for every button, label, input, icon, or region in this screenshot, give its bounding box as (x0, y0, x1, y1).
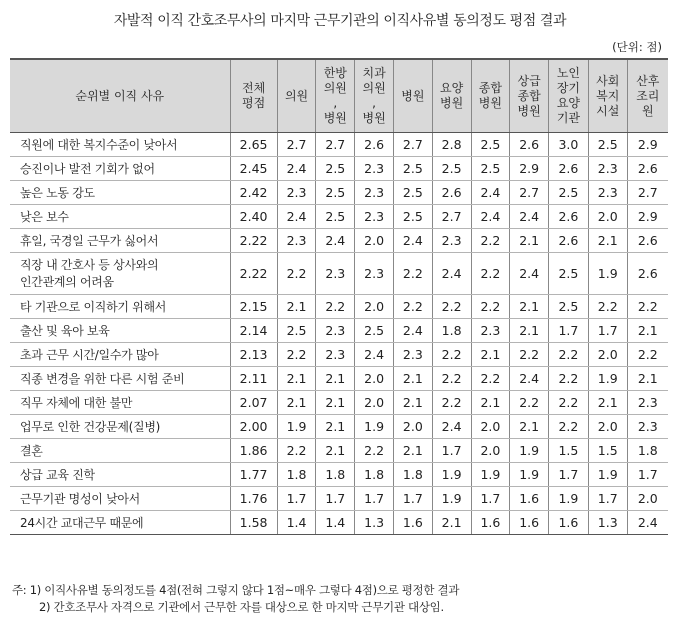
score-cell: 1.76 (230, 487, 277, 511)
score-cell: 1.7 (432, 439, 471, 463)
score-cell: 2.1 (432, 511, 471, 535)
score-cell: 1.7 (627, 463, 668, 487)
score-cell: 1.3 (355, 511, 394, 535)
score-cell: 2.0 (355, 229, 394, 253)
table-row (10, 487, 668, 511)
column-header-line: 병원 (517, 103, 541, 118)
score-cell: 1.4 (316, 511, 355, 535)
score-cell: 2.3 (432, 229, 471, 253)
score-cell: 2.0 (355, 391, 394, 415)
score-cell: 2.1 (510, 295, 549, 319)
score-cell: 2.5 (432, 157, 471, 181)
score-cell: 2.3 (355, 205, 394, 229)
reason-cell (10, 415, 230, 439)
score-cell: 1.9 (588, 253, 627, 295)
score-cell: 2.0 (471, 439, 510, 463)
reason-cell (10, 487, 230, 511)
score-cell: 2.2 (432, 343, 471, 367)
reason-cell (10, 511, 230, 535)
score-cell: 2.5 (316, 205, 355, 229)
column-header-line: 장기 (556, 81, 581, 95)
score-cell: 2.2 (471, 367, 510, 391)
score-cell: 2.14 (230, 319, 277, 343)
score-cell: 2.3 (277, 181, 316, 205)
column-header (588, 59, 627, 133)
table-row (10, 439, 668, 463)
score-cell: 2.3 (627, 415, 668, 439)
reason-cell (10, 463, 230, 487)
score-cell: 2.4 (510, 205, 549, 229)
score-cell: 2.3 (316, 253, 355, 295)
score-cell: 1.7 (393, 487, 432, 511)
score-cell: 2.1 (393, 367, 432, 391)
score-cell: 2.0 (588, 415, 627, 439)
score-cell: 2.3 (316, 319, 355, 343)
table-row (10, 463, 668, 487)
score-cell: 2.6 (627, 229, 668, 253)
table-row (10, 133, 668, 157)
score-cell: 2.4 (510, 253, 549, 295)
score-cell: 2.0 (627, 487, 668, 511)
score-cell: 1.7 (588, 487, 627, 511)
table-row (10, 367, 668, 391)
page-title: 자발적 이직 간호조무사의 마지막 근무기관의 이직사유별 동의정도 평점 결과 (113, 13, 567, 29)
score-cell: 1.7 (471, 487, 510, 511)
column-header-line: 병원 (401, 88, 425, 103)
score-cell: 2.45 (230, 157, 277, 181)
score-cell: 3.0 (549, 133, 589, 157)
score-cell: 2.2 (510, 391, 549, 415)
score-cell: 1.9 (277, 415, 316, 439)
score-cell: 2.2 (510, 343, 549, 367)
score-cell: 2.6 (432, 181, 471, 205)
score-cell: 2.5 (471, 157, 510, 181)
score-cell: 2.2 (627, 343, 668, 367)
score-cell: 1.8 (316, 463, 355, 487)
column-header (277, 59, 316, 133)
column-header-line: , (372, 96, 376, 110)
column-header-line: 요양 (556, 96, 581, 110)
column-header-line: 치과 (362, 66, 386, 80)
column-header-line: 병원 (323, 111, 347, 125)
reason-line: 24시간 교대근무 때문에 (20, 516, 144, 530)
footnotes (12, 582, 459, 616)
column-header-line: 산후 (636, 73, 660, 88)
score-cell: 2.1 (277, 367, 316, 391)
score-cell: 2.6 (355, 133, 394, 157)
score-cell: 2.4 (355, 343, 394, 367)
reason-cell (10, 295, 230, 319)
reason-cell (10, 133, 230, 157)
score-cell: 2.2 (355, 439, 394, 463)
score-cell: 2.1 (393, 391, 432, 415)
table-row (10, 319, 668, 343)
score-cell: 1.8 (393, 463, 432, 487)
column-header-line: 종합 (517, 88, 541, 103)
score-cell: 2.4 (316, 229, 355, 253)
score-cell: 2.0 (355, 295, 394, 319)
column-header (471, 59, 510, 133)
reason-line: 낮은 보수 (20, 210, 69, 224)
score-cell: 2.22 (230, 253, 277, 295)
score-cell: 2.6 (549, 205, 589, 229)
score-cell: 1.7 (549, 319, 589, 343)
footnote-2: 2) 간호조무사 자격으로 기관에서 근무한 자를 대상으로 한 마지막 근무기관 대상임. (39, 600, 444, 614)
column-header (316, 59, 355, 133)
score-cell: 2.11 (230, 367, 277, 391)
reason-cell (10, 181, 230, 205)
reason-cell (10, 343, 230, 367)
score-cell: 2.5 (471, 133, 510, 157)
score-cell: 2.07 (230, 391, 277, 415)
score-cell: 2.3 (588, 157, 627, 181)
score-cell: 2.2 (549, 391, 589, 415)
score-cell: 1.9 (588, 367, 627, 391)
score-cell: 2.2 (432, 367, 471, 391)
score-cell: 2.4 (277, 157, 316, 181)
column-header-line: 순위별 이직 사유 (75, 88, 165, 103)
table-row (10, 511, 668, 535)
reason-line: 근무기관 명성이 낮아서 (20, 492, 140, 506)
score-cell: 2.65 (230, 133, 277, 157)
reason-line: 휴일, 국경일 근무가 싫어서 (20, 234, 159, 248)
score-cell: 2.22 (230, 229, 277, 253)
score-cell: 2.3 (355, 181, 394, 205)
score-cell: 2.5 (393, 157, 432, 181)
score-cell: 1.7 (316, 487, 355, 511)
score-cell: 1.9 (588, 463, 627, 487)
score-cell: 2.1 (316, 439, 355, 463)
score-cell: 2.2 (627, 295, 668, 319)
score-cell: 2.5 (355, 319, 394, 343)
reason-line: 타 기관으로 이직하기 위해서 (20, 300, 167, 314)
score-cell: 2.8 (432, 133, 471, 157)
reason-line: 직무 자체에 대한 불만 (20, 396, 133, 410)
reason-line: 출산 및 육아 보육 (20, 324, 110, 338)
score-cell: 1.7 (355, 487, 394, 511)
score-cell: 2.7 (393, 133, 432, 157)
score-cell: 2.4 (432, 253, 471, 295)
score-cell: 2.1 (277, 295, 316, 319)
score-cell: 2.2 (432, 295, 471, 319)
score-cell: 1.6 (393, 511, 432, 535)
score-cell: 2.6 (627, 157, 668, 181)
score-cell: 2.6 (627, 253, 668, 295)
score-cell: 2.4 (432, 415, 471, 439)
unit-label: (단위: 점) (612, 40, 662, 54)
score-cell: 1.6 (471, 511, 510, 535)
score-cell: 2.0 (588, 205, 627, 229)
score-cell: 1.8 (355, 463, 394, 487)
score-cell: 2.1 (277, 391, 316, 415)
score-cell: 2.1 (316, 415, 355, 439)
score-cell: 2.3 (316, 343, 355, 367)
score-cell: 2.6 (549, 229, 589, 253)
column-header-line: 병원 (440, 96, 464, 110)
table-row (10, 295, 668, 319)
score-cell: 2.2 (471, 229, 510, 253)
score-cell: 1.58 (230, 511, 277, 535)
score-cell: 2.1 (471, 343, 510, 367)
reason-cell (10, 439, 230, 463)
reason-line: 직원에 대한 복지수준이 낮아서 (20, 138, 178, 152)
score-cell: 2.7 (316, 133, 355, 157)
score-cell: 1.9 (432, 487, 471, 511)
column-header-line: 전체 (242, 81, 266, 95)
footnote-1: 주: 1) 이직사유별 동의정도를 4점(전혀 그렇지 않다 1점~매우 그렇다 4점)으로 평정한 결과 (12, 583, 460, 597)
score-cell: 1.9 (432, 463, 471, 487)
column-header-line: 의원 (362, 81, 386, 95)
score-cell: 2.2 (588, 295, 627, 319)
table-row (10, 181, 668, 205)
score-cell: 2.4 (471, 181, 510, 205)
reason-line: 결혼 (20, 444, 43, 458)
score-cell: 2.7 (432, 205, 471, 229)
column-header (510, 59, 549, 133)
score-cell: 2.13 (230, 343, 277, 367)
score-cell: 2.2 (277, 343, 316, 367)
score-cell: 1.9 (549, 487, 589, 511)
score-cell: 1.9 (510, 463, 549, 487)
score-cell: 1.4 (277, 511, 316, 535)
reason-line: 인간관계의 어려움 (20, 274, 114, 289)
table-row (10, 391, 668, 415)
score-cell: 2.00 (230, 415, 277, 439)
reason-cell (10, 391, 230, 415)
score-cell: 2.2 (316, 295, 355, 319)
score-cell: 1.5 (588, 439, 627, 463)
score-cell: 2.40 (230, 205, 277, 229)
results-table (10, 58, 668, 535)
score-cell: 1.6 (510, 487, 549, 511)
reason-line: 직장 내 간호사 등 상사와의 (20, 257, 159, 272)
reason-cell (10, 367, 230, 391)
score-cell: 2.15 (230, 295, 277, 319)
score-cell: 2.1 (627, 367, 668, 391)
score-cell: 1.9 (471, 463, 510, 487)
score-cell: 1.6 (510, 511, 549, 535)
score-cell: 2.2 (549, 415, 589, 439)
score-cell: 2.2 (471, 295, 510, 319)
column-header-line: 병원 (478, 96, 502, 110)
score-cell: 2.0 (588, 343, 627, 367)
score-cell: 2.3 (277, 229, 316, 253)
column-header (432, 59, 471, 133)
column-header-line: 원 (642, 103, 654, 118)
column-header-line: 노인 (556, 66, 581, 80)
header-row (10, 59, 668, 133)
reason-line: 승진이나 발전 기회가 없어 (20, 162, 155, 176)
column-header-line: 상급 (517, 73, 541, 88)
score-cell: 2.4 (471, 205, 510, 229)
score-cell: 2.2 (393, 253, 432, 295)
score-cell: 2.5 (316, 157, 355, 181)
score-cell: 2.1 (471, 391, 510, 415)
reason-cell (10, 205, 230, 229)
score-cell: 2.6 (510, 133, 549, 157)
score-cell: 1.8 (277, 463, 316, 487)
score-cell: 2.3 (471, 319, 510, 343)
score-cell: 1.8 (627, 439, 668, 463)
score-cell: 2.1 (316, 367, 355, 391)
reason-line: 직종 변경을 위한 다른 시험 준비 (20, 372, 185, 386)
score-cell: 2.0 (471, 415, 510, 439)
score-cell: 1.9 (510, 439, 549, 463)
score-cell: 2.5 (588, 133, 627, 157)
score-cell: 2.1 (510, 319, 549, 343)
score-cell: 2.3 (588, 181, 627, 205)
score-cell: 2.0 (355, 367, 394, 391)
column-header-line: 복지 (596, 88, 620, 103)
score-cell: 2.9 (510, 157, 549, 181)
score-cell: 2.4 (393, 229, 432, 253)
score-cell: 2.5 (316, 181, 355, 205)
table-row (10, 157, 668, 181)
score-cell: 1.7 (277, 487, 316, 511)
score-cell: 1.77 (230, 463, 277, 487)
score-cell: 2.1 (316, 391, 355, 415)
reason-cell (10, 319, 230, 343)
score-cell: 2.4 (277, 205, 316, 229)
score-cell: 1.9 (355, 415, 394, 439)
score-cell: 2.1 (510, 229, 549, 253)
score-cell: 2.2 (277, 253, 316, 295)
score-cell: 2.0 (393, 415, 432, 439)
score-cell: 2.42 (230, 181, 277, 205)
table-row (10, 343, 668, 367)
table-row (10, 253, 668, 295)
score-cell: 2.9 (627, 133, 668, 157)
score-cell: 2.3 (393, 343, 432, 367)
column-header-line: 의원 (284, 88, 309, 103)
score-cell: 1.5 (549, 439, 589, 463)
score-cell: 1.3 (588, 511, 627, 535)
reason-cell (10, 229, 230, 253)
score-cell: 2.4 (393, 319, 432, 343)
score-cell: 2.3 (627, 391, 668, 415)
score-cell: 2.3 (355, 157, 394, 181)
score-cell: 1.6 (549, 511, 589, 535)
column-header-line: 한방 (323, 66, 347, 80)
column-header (230, 59, 277, 133)
score-cell: 2.2 (549, 367, 589, 391)
score-cell: 2.2 (432, 391, 471, 415)
table-row (10, 229, 668, 253)
column-header-line: 병원 (362, 111, 386, 125)
score-cell: 2.5 (549, 295, 589, 319)
column-header-line: 사회 (596, 73, 620, 88)
column-header-line: 기관 (556, 111, 581, 125)
score-cell: 2.1 (393, 439, 432, 463)
score-cell: 2.1 (588, 391, 627, 415)
score-cell: 2.5 (393, 205, 432, 229)
column-header-line: 종합 (478, 81, 502, 95)
score-cell: 2.1 (510, 415, 549, 439)
column-header-line: , (333, 96, 338, 110)
score-cell: 1.7 (588, 319, 627, 343)
column-header (10, 59, 230, 133)
score-cell: 2.2 (471, 253, 510, 295)
score-cell: 1.86 (230, 439, 277, 463)
score-cell: 1.7 (549, 463, 589, 487)
column-header-line: 요양 (440, 81, 464, 95)
score-cell: 2.5 (549, 181, 589, 205)
column-header-line: 의원 (323, 81, 347, 95)
score-cell: 2.1 (627, 319, 668, 343)
score-cell: 2.2 (277, 439, 316, 463)
score-cell: 2.7 (277, 133, 316, 157)
reason-cell (10, 157, 230, 181)
column-header-line: 평점 (242, 96, 266, 110)
reason-cell (10, 253, 230, 295)
table-row (10, 415, 668, 439)
reason-line: 높은 노동 강도 (20, 186, 95, 200)
reason-line: 업무로 인한 건강문제(질병) (20, 420, 161, 434)
score-cell: 2.2 (393, 295, 432, 319)
score-cell: 2.5 (277, 319, 316, 343)
score-cell: 1.8 (432, 319, 471, 343)
reason-line: 초과 근무 시간/일수가 많아 (20, 348, 159, 362)
column-header (355, 59, 394, 133)
column-header-line: 조리 (636, 88, 660, 103)
score-cell: 2.6 (549, 157, 589, 181)
column-header (549, 59, 589, 133)
score-cell: 2.9 (627, 205, 668, 229)
score-cell: 2.3 (355, 253, 394, 295)
score-cell: 2.7 (510, 181, 549, 205)
table-row (10, 205, 668, 229)
score-cell: 2.5 (393, 181, 432, 205)
column-header-line: 시설 (596, 103, 620, 118)
score-cell: 2.7 (627, 181, 668, 205)
reason-line: 상급 교육 진학 (20, 468, 95, 482)
score-cell: 2.2 (549, 343, 589, 367)
score-cell: 2.5 (549, 253, 589, 295)
score-cell: 2.1 (588, 229, 627, 253)
column-header (393, 59, 432, 133)
column-header (627, 59, 668, 133)
score-cell: 2.4 (510, 367, 549, 391)
score-cell: 2.4 (627, 511, 668, 535)
